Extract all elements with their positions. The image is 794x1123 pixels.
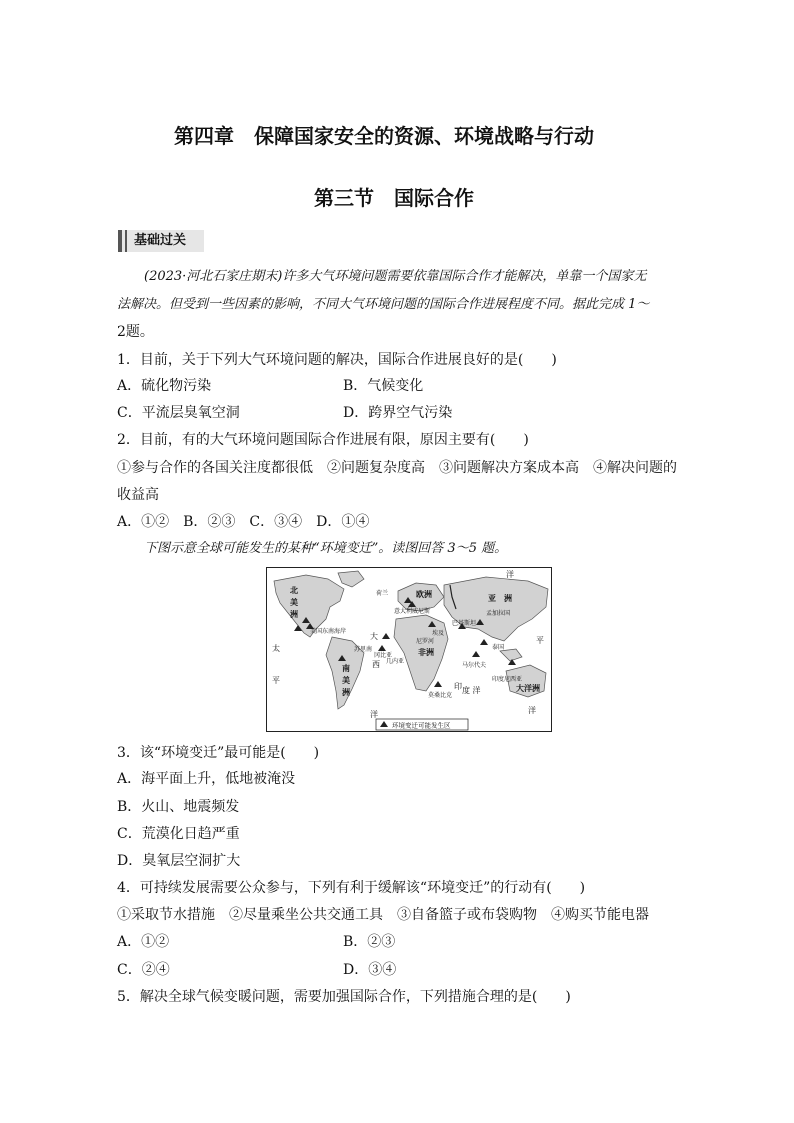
map-label-south-america-3: 洲 <box>342 688 350 697</box>
map-place-gambia: 冈比亚 <box>374 652 393 659</box>
question-1-option-d: D．跨界空气污染 <box>343 405 453 421</box>
map-label-south-america-2: 美 <box>342 676 350 685</box>
question-1-option-b: B．气候变化 <box>343 378 424 394</box>
map-place-us-coast: 美国东南海岸 <box>310 628 347 635</box>
question-4-option-b: B．②③ <box>343 934 396 950</box>
question-3-option-a: A．海平面上升，低地被淹没 <box>117 771 296 787</box>
map-label-north-america-3: 洲 <box>290 610 298 619</box>
map-place-maldives: 马尔代夫 <box>462 662 487 669</box>
question-4-stem: 4．可持续发展需要公众参与，下列有利于缓解该“环境变迁”的行动有( ) <box>117 880 586 896</box>
question-3-option-c: C．荒漠化日趋严重 <box>117 826 240 842</box>
map-label-ocean-left-2: 平 <box>272 676 280 685</box>
question-4-option-c: C．②④ <box>117 962 170 978</box>
map-label-north-america-1: 北 <box>290 586 298 595</box>
map-legend-label: 环境变迁可能发生区 <box>392 721 451 730</box>
question-3-option-d: D．臭氧层空洞扩大 <box>117 853 241 869</box>
map-label-oceania: 大洋洲 <box>516 684 540 693</box>
intro-line-2: 法解决。但受到一些因素的影响，不同大气环境问题的国际合作进展程度不同。据此完成 1～ <box>117 297 650 312</box>
question-3-option-b: B．火山、地震频发 <box>117 799 240 815</box>
section-title: 第三节 国际合作 <box>314 186 474 210</box>
map-label-north-america-2: 美 <box>290 598 298 607</box>
question-2-choices: A．①② B．②③ C．③④ D．①④ <box>117 514 370 530</box>
map-label-africa: 非洲 <box>418 648 434 657</box>
section-badge: 基础过关 <box>118 230 204 252</box>
map-label-ocean-atlantic-2: 西 <box>372 660 380 669</box>
map-place-guinea: 几内亚 <box>386 658 405 665</box>
map-place-netherlands: 荷兰 <box>376 590 389 597</box>
map-place-italy: 意大利威尼斯 <box>394 608 431 615</box>
question-1-option-c: C．平流层臭氧空洞 <box>117 405 240 421</box>
map-label-ocean-right-2: 洋 <box>528 706 536 715</box>
intro-line-3: 2题。 <box>117 324 154 340</box>
map-label-ocean-atlantic-1: 大 <box>370 632 378 641</box>
map-label-ocean-bottom: 洋 <box>370 710 378 719</box>
question-2-stem: 2．目前，有的大气环境问题国际合作进展有限，原因主要有( ) <box>117 432 529 448</box>
map-place-nile: 尼罗河 <box>416 638 435 645</box>
intro-line-1: (2023·河北石家庄期末)许多大气环境问题需要依靠国际合作才能解决，单靠一个国家无 <box>144 269 647 284</box>
map-label-ocean-left: 太 <box>272 644 280 653</box>
question-2-options-line-2: 收益高 <box>117 487 159 503</box>
map-label-south-america-1: 南 <box>342 664 350 673</box>
question-4-options: ①采取节水措施 ②尽量乘坐公共交通工具 ③自备篮子或布袋购物 ④购买节能电器 <box>117 907 649 923</box>
map-label-ocean-indian-1: 印 <box>454 682 462 691</box>
map-label-ocean-indian-2: 度 洋 <box>462 686 481 695</box>
map-place-egypt: 埃及 <box>432 630 445 637</box>
map-place-bangladesh: 孟加拉国 <box>486 610 511 617</box>
map-place-indonesia: 印度尼西亚 <box>492 676 523 683</box>
world-map <box>266 567 552 732</box>
question-1-stem: 1．目前，关于下列大气环境问题的解决，国际合作进展良好的是( ) <box>117 352 557 368</box>
question-4-option-d: D．③④ <box>343 962 397 978</box>
map-place-thailand: 泰国 <box>492 644 505 651</box>
chapter-title: 第四章 保障国家安全的资源、环境战略与行动 <box>174 124 594 148</box>
map-place-pakistan: 巴基斯坦 <box>452 620 477 627</box>
map-label-europe: 欧洲 <box>416 590 432 599</box>
question-1-option-a: A．硫化物污染 <box>117 378 212 394</box>
map-label-ocean-top: 洋 <box>506 570 514 579</box>
map-label-ocean-right: 平 <box>536 636 544 645</box>
question-2-options-line-1: ①参与合作的各国关注度都很低 ②问题复杂度高 ③问题解决方案成本高 ④解决问题的 <box>117 460 677 476</box>
question-5-stem: 5．解决全球气候变暖问题，需要加强国际合作，下列措施合理的是( ) <box>117 989 571 1005</box>
map-place-mozambique: 莫桑比克 <box>428 692 453 699</box>
question-3-stem: 3．该“环境变迁”最可能是( ) <box>117 745 320 761</box>
map-label-asia: 亚 洲 <box>488 594 512 603</box>
map-place-suriname: 苏里南 <box>354 646 373 653</box>
question-4-option-a: A．①② <box>117 934 170 950</box>
map-intro: 下图示意全球可能发生的某种“环境变迁”。读图回答 3～5 题。 <box>144 541 508 556</box>
